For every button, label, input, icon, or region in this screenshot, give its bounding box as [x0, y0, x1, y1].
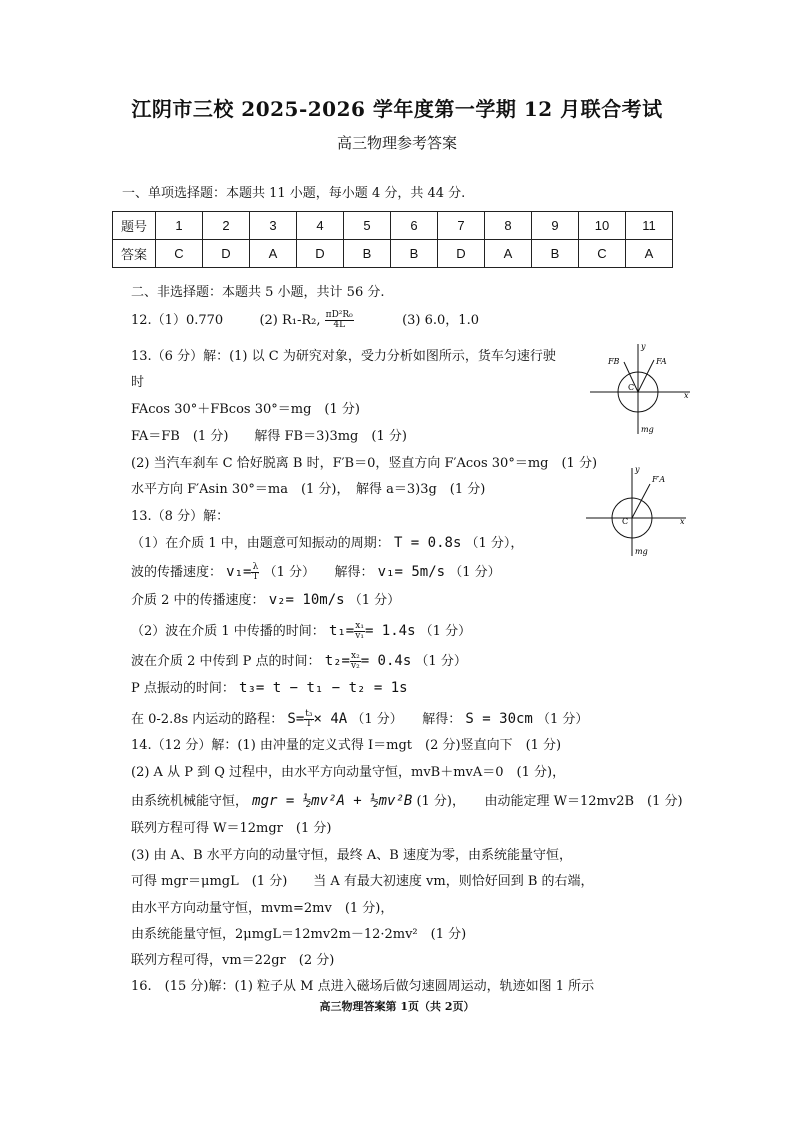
section-2-heading: 二、非选择题：本题共 5 小题，共计 56 分. — [131, 285, 385, 300]
q13b-l2-formula: T = 0.8s — [393, 535, 462, 551]
fig1-fb-label: FB — [608, 357, 620, 366]
fig1-y-label: y — [641, 342, 646, 351]
q13b-l6-text: 波在介质 2 中传到 P 点的时间： — [131, 654, 321, 669]
page-subtitle: 高三物理参考答案 — [336, 134, 457, 152]
q13b-l7-formula: t₃= t − t₁ − t₂ = 1s — [239, 680, 408, 696]
table-cell-answer: B — [532, 240, 579, 268]
q13b-l2-score: （1 分）， — [465, 536, 524, 551]
table-cell-number: 9 — [532, 212, 579, 240]
q12-fraction — [325, 311, 354, 330]
table-cell-number: 10 — [579, 212, 626, 240]
table-cell-number: 1 — [156, 212, 203, 240]
table-cell-answer: D — [203, 240, 250, 268]
fig1-mg-label: mg — [641, 425, 654, 434]
q14-line-9: 联列方程可得，vm＝22gr (2 分) — [131, 953, 335, 968]
force-diagram-1 — [586, 340, 696, 438]
table-cell-number: 11 — [626, 212, 673, 240]
q13b-l8-score-2: （1 分） — [537, 712, 589, 727]
q13b-l8-text: 在 0-2.8s 内运动的路程： — [131, 712, 284, 727]
q16-line-1: 16. (15 分)解：(1) 粒子从 M 点进入磁场后做匀速圆周运动，轨迹如图 1 所示 — [131, 979, 595, 994]
q13b-l4-formula: v₂= 10m/s — [268, 592, 345, 608]
q13b-l7-text: P 点振动的时间： — [131, 681, 235, 696]
table-cell-answer: C — [156, 240, 203, 268]
q14-line-8: 由系统能量守恒，2μmgL＝12mv2m－12·2mv² (1 分) — [131, 927, 467, 942]
q13b-l4-score: （1 分） — [348, 593, 401, 608]
q13b-l2-text: （1）在介质 1 中，由题意可知振动的周期： — [131, 536, 390, 551]
q14-l3-formula: mgr = ½mv²A + ½mv²B — [252, 793, 413, 809]
q13a-line-4: FA＝FB (1 分) 解得 FB＝3)3mg (1 分) — [131, 429, 407, 444]
table-answer-label: 答案 — [113, 240, 156, 268]
q13b-line-2 — [131, 535, 523, 552]
fig2-y-label: y — [635, 465, 640, 474]
table-row-answers — [113, 240, 673, 268]
fig1-fa-arrow — [638, 360, 654, 392]
q13b-l6-formula-lhs: t₂= — [324, 653, 350, 669]
q13a-line-5: (2) 当汽车刹车 C 恰好脱离 B 时，F′B＝0，竖直方向 F′Acos 30°＝mg (1 分) — [131, 456, 598, 471]
q13b-l3-fraction — [251, 563, 259, 582]
q14-l3-text: 由系统机械能守恒， — [131, 794, 249, 809]
q13b-l5-score: （1 分） — [419, 624, 472, 639]
table-cell-number: 6 — [391, 212, 438, 240]
q13b-l5-fraction — [354, 622, 365, 641]
table-cell-answer: B — [344, 240, 391, 268]
force-diagram-2 — [582, 462, 692, 560]
q13b-l6-denominator: v₂ — [351, 661, 360, 671]
q13b-l5-numerator: x₁ — [355, 621, 364, 631]
q14-line-7: 由水平方向动量守恒，mvm=2mv (1 分)， — [131, 901, 394, 916]
q13b-l3-numerator: λ — [252, 562, 259, 572]
fig2-mg-label: mg — [635, 547, 648, 556]
q13b-line-3 — [131, 563, 501, 582]
q13b-l3-result: v₁= 5m/s — [377, 564, 446, 580]
q13a-line-3: FAcos 30°＋FBcos 30°＝mg (1 分) — [131, 402, 360, 417]
q13b-line-8 — [131, 710, 588, 729]
fig2-x-label: x — [680, 517, 685, 526]
fig1-c-label: C — [628, 383, 635, 392]
answer-table — [112, 211, 673, 268]
q13b-l5-text: （2）波在介质 1 中传播的时间： — [131, 624, 325, 639]
table-cell-answer: C — [579, 240, 626, 268]
fig2-fa-arrow — [632, 484, 650, 518]
fig1-x-label: x — [684, 391, 689, 400]
q13b-l8-formula-lhs: S= — [287, 711, 305, 727]
q14-line-4: 联列方程可得 W＝12mgr (1 分) — [131, 821, 332, 836]
fig1-fa-label: FA — [656, 357, 667, 366]
q13b-l3-formula-lhs: v₁= — [226, 564, 252, 580]
q13b-l3-score-2: （1 分） — [449, 565, 501, 580]
table-cell-answer: A — [485, 240, 532, 268]
q12-part1: 12.（1）0.770 — [131, 313, 224, 328]
table-cell-number: 2 — [203, 212, 250, 240]
q12-part2: (2) R₁-R₂, — [259, 313, 321, 328]
q12-part3: (3) 6.0，1.0 — [402, 313, 479, 328]
q13a-line-1: 13.（6 分）解：(1) 以 C 为研究对象，受力分析如图所示，货车匀速行驶 — [131, 349, 556, 364]
q13b-l5-denominator: v₁ — [355, 631, 364, 641]
table-cell-number: 8 — [485, 212, 532, 240]
q13b-l5-formula-lhs: t₁= — [328, 623, 355, 639]
q13b-line-4 — [131, 592, 400, 609]
q13b-l8-fraction — [304, 710, 313, 729]
table-cell-answer: B — [391, 240, 438, 268]
q13b-l8-score: （1 分） 解得： — [351, 712, 462, 727]
q14-line-2: (2) A 从 P 到 Q 过程中，由水平方向动量守恒，mvB＋mvA＝0 (1 分)， — [131, 765, 566, 780]
q13b-l8-denominator: T — [305, 719, 312, 729]
q13b-l6-score: （1 分） — [415, 654, 467, 669]
q13b-line-7 — [131, 680, 408, 697]
q13b-line-1: 13.（8 分）解： — [131, 509, 230, 524]
q12-answer — [131, 311, 479, 330]
q14-line-1: 14.（12 分）解：(1) 由冲量的定义式得 I＝mgt (2 分)竖直向下 (1 分) — [131, 738, 562, 753]
fig2-c-label: C — [622, 517, 629, 526]
q13b-l5-formula-rhs: = 1.4s — [364, 623, 416, 639]
table-cell-answer: A — [626, 240, 673, 268]
table-row-numbers — [113, 212, 673, 240]
page-title: 江阴市三校 2025-2026 学年度第一学期 12 月联合考试 — [131, 97, 663, 121]
q13a-line-6: 水平方向 F′Asin 30°＝ma (1 分)， 解得 a＝3)3g (1 分) — [131, 482, 486, 497]
q13b-l8-result: S = 30cm — [465, 711, 533, 727]
page-footer: 高三物理答案第 1页（共 2页） — [319, 1000, 475, 1013]
q14-line-3 — [131, 793, 683, 810]
fig2-fa-label: F′A — [652, 475, 666, 484]
q13a-line-2: 时 — [131, 375, 145, 390]
q14-line-5: (3) 由 A、B 水平方向的动量守恒，最终 A、B 速度为零，由系统能量守恒， — [131, 848, 572, 863]
table-cell-number: 3 — [250, 212, 297, 240]
q13b-l8-formula-rhs: × 4A — [313, 711, 348, 727]
table-cell-number: 5 — [344, 212, 391, 240]
section-1-heading: 一、单项选择题：本题共 11 小题，每小题 4 分，共 44 分. — [122, 186, 466, 201]
q12-fraction-denominator: 4L — [333, 320, 346, 330]
q13b-l6-fraction — [350, 652, 361, 671]
table-cell-answer: A — [250, 240, 297, 268]
table-cell-answer: D — [438, 240, 485, 268]
table-cell-number: 7 — [438, 212, 485, 240]
q13b-line-6 — [131, 652, 467, 671]
q14-line-6: 可得 mgr＝μmgL (1 分) 当 A 有最大初速度 vm，则恰好回到 B 的右端， — [131, 874, 594, 889]
q12-fraction-numerator: πD²R₀ — [325, 310, 353, 320]
q13b-l3-text: 波的传播速度： — [131, 565, 223, 580]
table-cell-number: 4 — [297, 212, 344, 240]
q13b-l6-numerator: x₂ — [351, 651, 360, 661]
q13b-l8-numerator: t₃ — [305, 709, 313, 719]
table-cell-answer: D — [297, 240, 344, 268]
q13b-l4-text: 介质 2 中的传播速度： — [131, 593, 265, 608]
table-header-label: 题号 — [113, 212, 156, 240]
q13b-l6-formula-rhs: = 0.4s — [360, 653, 412, 669]
q13b-l3-denominator: T — [252, 572, 259, 582]
q14-l3-rest: (1 分)， 由动能定理 W＝12mv2B (1 分) — [416, 794, 683, 809]
q13b-l3-score: （1 分） 解得： — [263, 565, 374, 580]
q13b-line-5 — [131, 622, 471, 641]
